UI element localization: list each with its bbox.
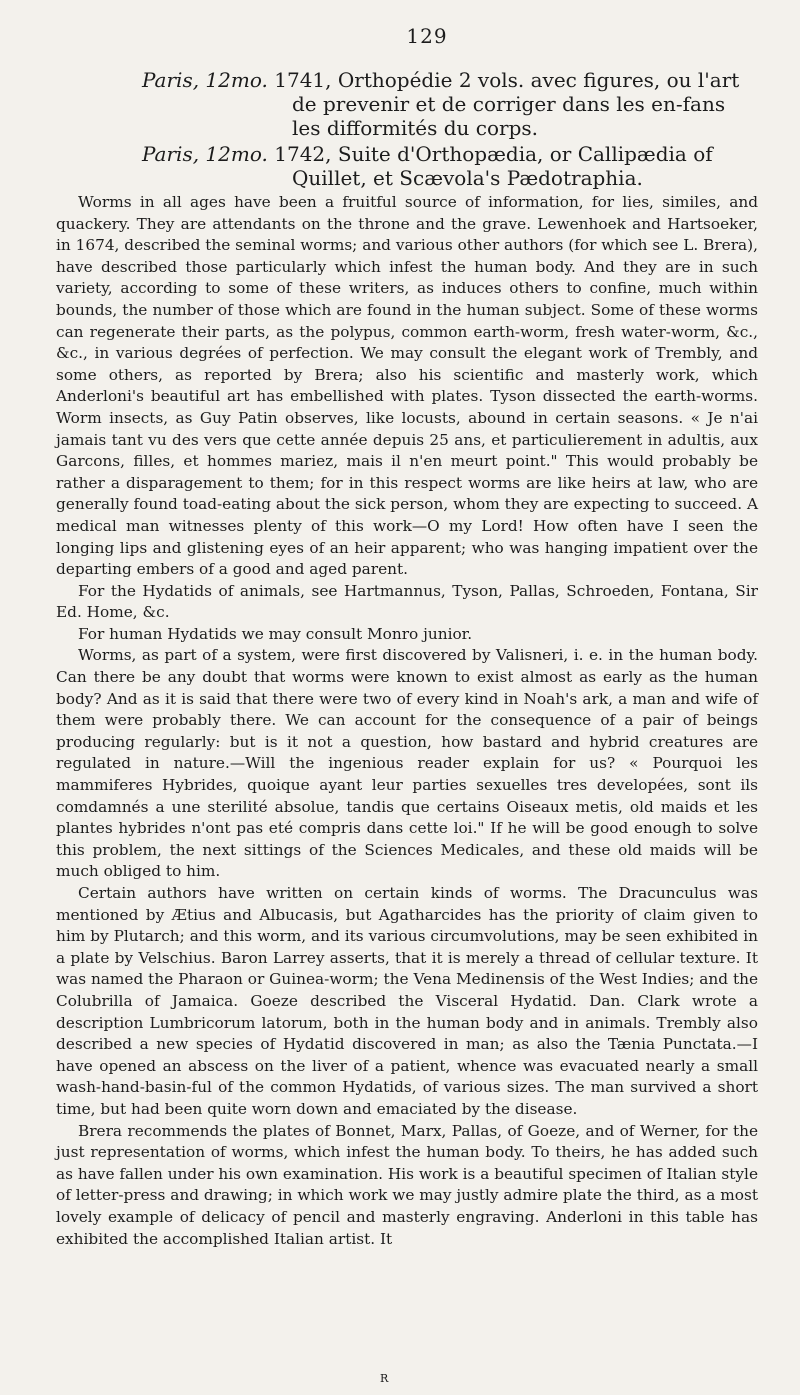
bibliography-entry (142, 68, 758, 140)
bib-text: Orthopédie 2 vols. avec figures, ou l'art de prevenir et de corriger dans les en-fans les difformités du corps. (292, 68, 740, 140)
paragraph-worms: Worms in all ages have been a fruitful source of information, for lies, similes, and quackery. They are attendants on the throne and the grave. Lewenhoek and Hartsoeker, in 1674, described the seminal worms; and various other authors (for which see L. Brera), have described those particularly which infest the human body. And they are in such variety, according to some of these writers, as induces others to confine, much within bounds, the number of those which are found in the human subject. Some of these worms can regenerate their parts, as the polypus, common earth-worm, fresh water-worm, &c., &c., in various degrées of perfection. We may consult the elegant work of Trembly, and some others, as reported by Brera; also his scientific and masterly work, which Anderloni's beautiful art has embellished with plates. Tyson dissected the earth-worms. Worm insects, as Guy Patin observes, like locusts, abound in certain seasons. « Je n'ai jamais tant vu des vers que cette année depuis 25 ans, et particulierement in adultis, aux Garcons, filles, et hommes mariez, mais il n'en meurt point." This would probably be rather a disparagement to them; for in this respect worms are like heirs at law, who are generally found toad-eating about the sick person, whom they are expecting to succeed. A medical man witnesses plenty of this work—O my Lord! How often have I seen the longing lips and glistening eyes of an heir apparent; who was hanging impatient over the departing embers of a good and aged parent. (56, 193, 758, 579)
bib-place: Paris, 12mo. (142, 142, 268, 166)
paragraph-valisneri: Worms, as part of a system, were first discovered by Valisneri, i. e. in the human body. Can there be any doubt that worms were known to exist almost as early as the human body? And as it is said that there were two of every kind in Noah's ark, a man and wife of them were probably there. We can account for the consequence of a pair of beings producing regularly: but is it not a question, how bastard and hybrid creatures are regulated in nature.—Will the ingenious reader explain for us? « Pourquoi les mammiferes Hybrides, quoique ayant leur parties sexuelles tres developées, sont ils comdamnés a une sterilité absolue, tandis que certains Oiseaux metis, old maids et les plantes hybrides n'ont pas eté compris dans cette loi." If he will be good enough to solve this problem, the next sittings of the Sciences Medicales, and these old maids will be much obliged to him. (56, 646, 758, 881)
paragraph-dracunculus: Certain authors have written on certain kinds of worms. The Dracunculus was mentioned by Ætius and Albucasis, but Agatharcides has the priority of claim given to him by Plutarch; and this worm, and its various circumvolutions, may be seen exhibited in a plate by Velschius. Baron Larrey asserts, that it is merely a thread of cellular texture. It was named the Pharaon or Guinea-worm; the Vena Medinensis of the West Indies; and the Colubrilla of Jamaica. Goeze described the Visceral Hydatid. Dan. Clark wrote a description Lumbricorum latorum, both in the human body and in animals. Trembly also described a new species of Hydatid discovered in man; as also the Tænia Punctata.—I have opened an abscess on the liver of a patient, whence was evacuated nearly a small wash-hand-basin-ful of the common Hydatids, of various sizes. The man survived a short time, but had been quite worn down and emaciated by the disease. (56, 884, 758, 1118)
bibliography-entry (142, 142, 758, 190)
bib-place: Paris, 12mo. (142, 68, 268, 92)
signature-mark: R (380, 1372, 389, 1385)
paragraph-brera: Brera recommends the plates of Bonnet, Marx, Pallas, of Goeze, and of Werner, for the just representation of worms, which infest the human body. To theirs, he has added such as have fallen under his own examination. His work is a beautiful specimen of Italian style of letter-press and drawing; in which work we may justly admire plate the third, as a most lovely example of delicacy of pencil and masterly engraving. Anderloni in this table has exhibited the accomplished Italian artist. It (56, 1121, 758, 1248)
paragraph-animal-hydatids: For the Hydatids of animals, see Hartmannus, Tyson, Pallas, Schroeden, Fontana, Sir Ed. Home, &c. (56, 581, 758, 622)
bib-year: 1741, (274, 68, 332, 92)
paragraph-human-hydatids: For human Hydatids we may consult Monro junior. (78, 624, 473, 643)
page-number: 129 (406, 24, 448, 48)
bib-year: 1742, (274, 142, 332, 166)
bib-text: Suite d'Orthopædia, or Callipædia of Quillet, et Scævola's Pædotraphia. (292, 142, 713, 190)
